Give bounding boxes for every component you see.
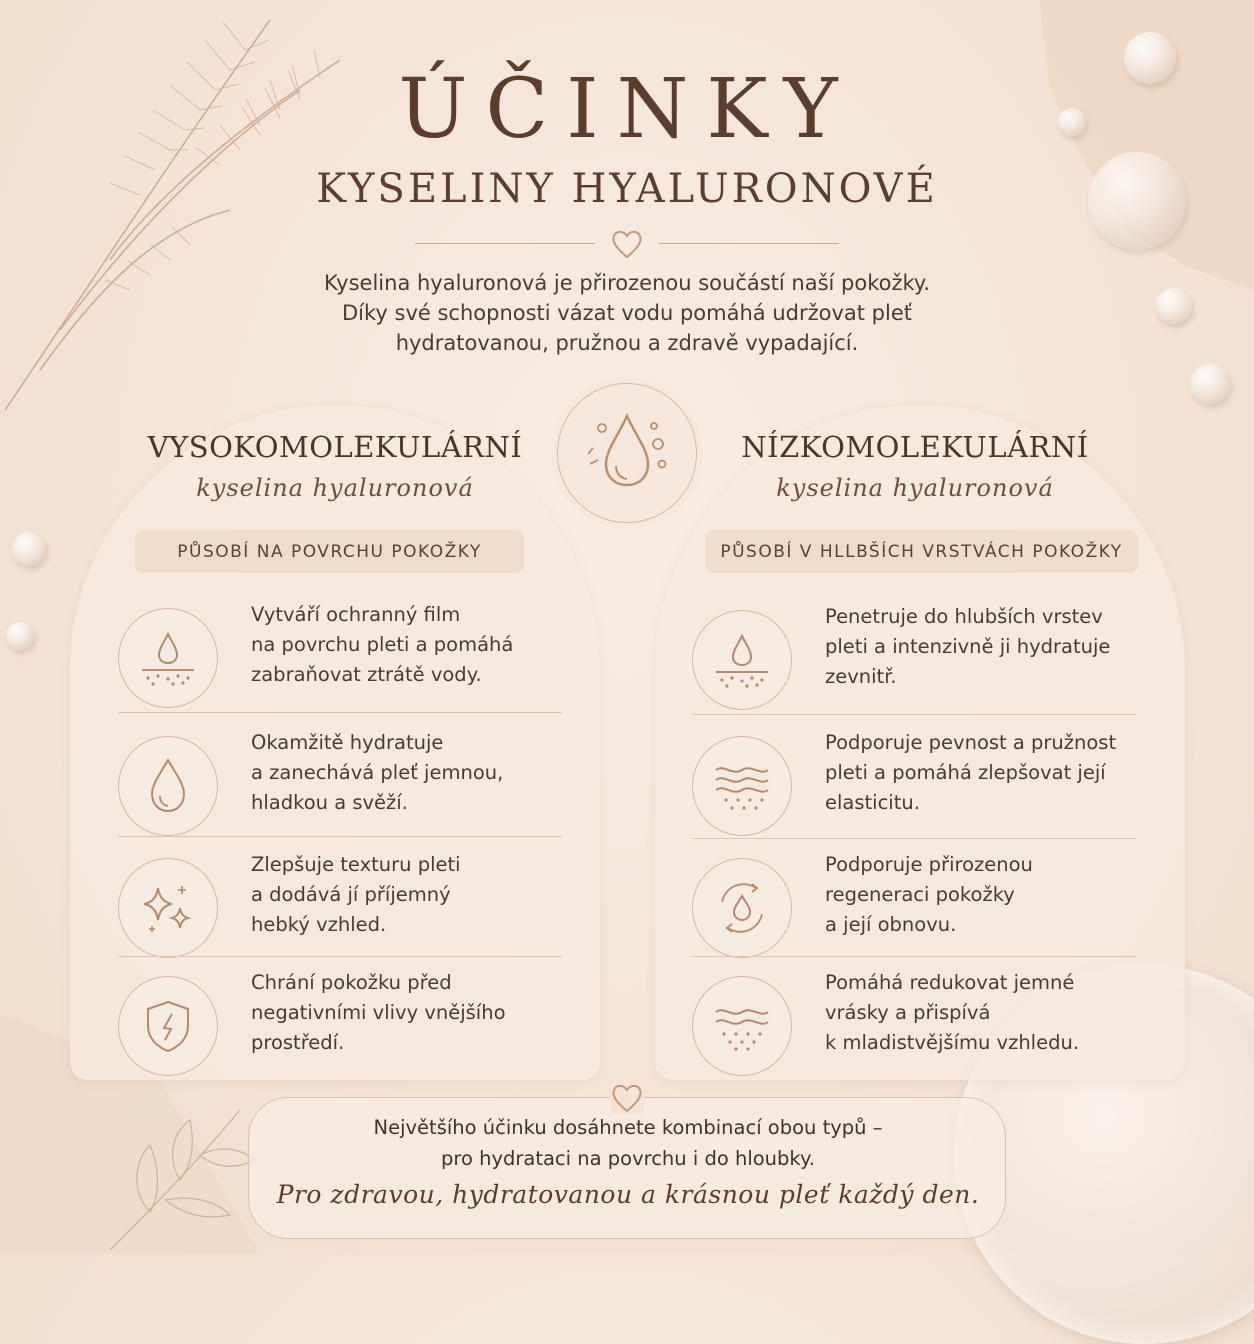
- item-line: zevnitř.: [825, 665, 897, 688]
- deep-layers-badge: PŮSOBÍ V HLLBŠÍCH VRSTVÁCH POKOŽKY: [705, 530, 1138, 573]
- item-line: prostředí.: [251, 1031, 345, 1054]
- item-line: Podporuje přirozenou: [825, 853, 1033, 876]
- water-drop-icon: [118, 736, 218, 836]
- water-droplet: [1156, 288, 1192, 324]
- item-line: Pomáhá redukovat jemné: [825, 971, 1075, 994]
- list-item: [118, 728, 568, 846]
- intro-line: Kyselina hyaluronová je přirozenou součástí naší pokožky.: [323, 271, 931, 295]
- row-divider: [692, 838, 1136, 839]
- list-item: [692, 968, 1152, 1086]
- drop-on-skin-icon: [692, 610, 792, 710]
- list-item: [692, 602, 1152, 720]
- renewal-cycle-icon: [692, 858, 792, 958]
- water-droplet: [12, 532, 46, 566]
- row-divider: [692, 956, 1136, 957]
- sparkles-icon: [118, 858, 218, 958]
- item-line: a její obnovu.: [825, 913, 957, 936]
- item-line: a zanechává pleť jemnou,: [251, 761, 504, 784]
- summary-line: pro hydrataci na povrchu i do hloubky.: [441, 1147, 815, 1170]
- row-divider: [118, 836, 562, 837]
- intro-line: hydratovanou, pružnou a zdravě vypadající.: [395, 331, 859, 355]
- page-title: ÚČINKY: [398, 62, 856, 157]
- summary-line: Největšího účinku dosáhnete kombinací obou typů –: [373, 1116, 883, 1139]
- row-divider: [692, 714, 1136, 715]
- list-item: [692, 728, 1152, 846]
- low-molecular-script: kyselina hyaluronová: [776, 474, 1054, 502]
- divider-line: [415, 243, 595, 244]
- item-line: Vytváří ochranný film: [251, 603, 461, 626]
- item-line: Zlepšuje texturu pleti: [251, 853, 461, 876]
- item-line: pleti a pomáhá zlepšovat její: [825, 761, 1106, 784]
- item-line: Podporuje pevnost a pružnost: [825, 731, 1117, 754]
- summary-tagline: Pro zdravou, hydratovanou a krásnou pleť každý den.: [276, 1180, 980, 1209]
- item-line: Penetruje do hlubších vrstev: [825, 605, 1103, 628]
- low-molecular-title: NÍZKOMOLEKULÁRNÍ: [741, 430, 1089, 464]
- surface-badge: PŮSOBÍ NA POVRCHU POKOŽKY: [135, 530, 524, 573]
- drop-on-skin-icon: [118, 608, 218, 708]
- high-molecular-script: kyselina hyaluronová: [196, 474, 474, 502]
- summary-text: [248, 1112, 1008, 1174]
- row-divider: [118, 712, 562, 713]
- item-line: na povrchu pleti a pomáhá: [251, 633, 514, 656]
- item-line: zabraňovat ztrátě vody.: [251, 663, 482, 686]
- item-line: Chrání pokožku před: [251, 971, 452, 994]
- list-item: [118, 968, 568, 1086]
- heart-icon: [610, 1082, 644, 1114]
- item-line: vrásky a přispívá: [825, 1001, 991, 1024]
- item-line: regeneraci pokožky: [825, 883, 1015, 906]
- list-item: [692, 850, 1152, 968]
- page-subtitle: KYSELINY HYALURONOVÉ: [316, 166, 938, 212]
- item-line: elasticitu.: [825, 791, 920, 814]
- intro-line: Díky své schopnosti vázat vodu pomáhá udržovat pleť: [341, 301, 912, 325]
- divider-line: [659, 243, 839, 244]
- water-droplet: [6, 622, 34, 650]
- item-line: k mladistvějšímu vzhledu.: [825, 1031, 1080, 1054]
- item-line: Okamžitě hydratuje: [251, 731, 444, 754]
- skin-layers-icon: [692, 736, 792, 836]
- intro-paragraph: [230, 268, 1024, 358]
- shield-icon: [118, 976, 218, 1076]
- heart-icon: [610, 228, 644, 260]
- item-line: pleti a intenzivně ji hydratuje: [825, 635, 1111, 658]
- smooth-wrinkles-icon: [692, 976, 792, 1076]
- list-item: [118, 850, 568, 968]
- item-line: negativními vlivy vnějšího: [251, 1001, 506, 1024]
- item-line: hebký vzhled.: [251, 913, 387, 936]
- water-droplet: [1190, 364, 1230, 404]
- item-line: a dodává jí příjemný: [251, 883, 451, 906]
- row-divider: [118, 956, 562, 957]
- list-item: [118, 600, 568, 718]
- high-molecular-title: VYSOKOMOLEKULÁRNÍ: [147, 430, 523, 464]
- item-line: hladkou a svěží.: [251, 791, 408, 814]
